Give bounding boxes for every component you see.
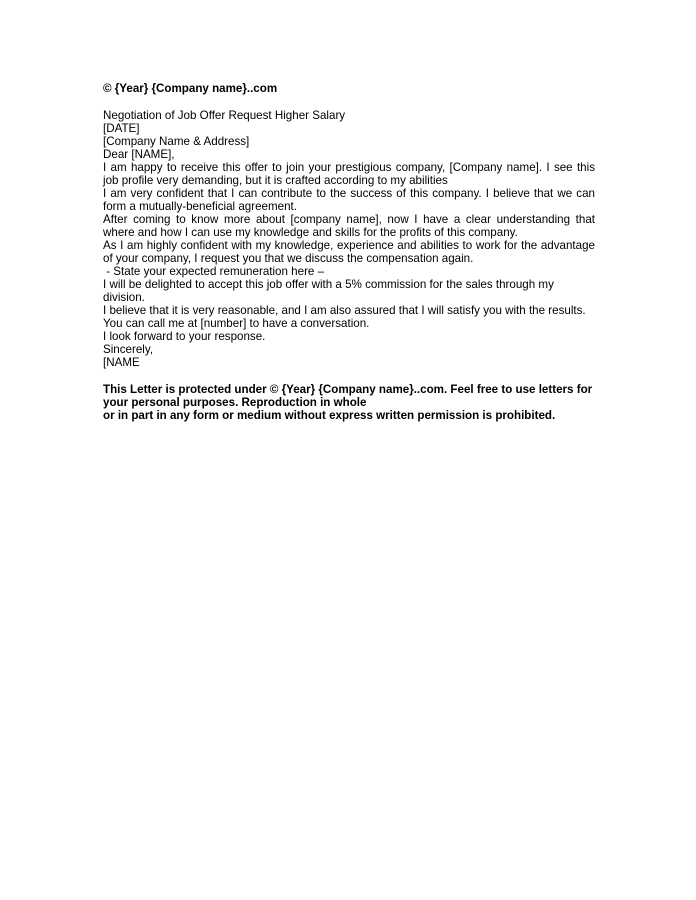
date-line: [DATE] (103, 122, 140, 135)
closing: Sincerely, (103, 343, 154, 356)
letter-title: Negotiation of Job Offer Request Higher Salary (103, 109, 346, 122)
paragraph-commission: I will be delighted to accept this job offer with a 5% commission for the sales through my division. (103, 278, 554, 304)
company-address-line: [Company Name & Address] (103, 135, 250, 148)
letter-page (103, 82, 595, 422)
paragraph-reasonable: I believe that it is very reasonable, and I am also assured that I will satisfy you with the results. (103, 304, 586, 317)
copyright-footer (103, 383, 593, 422)
footer-line-1: This Letter is protected under © {Year} {Company name}..com. Feel free to use letters for your personal purposes. Reproduction in whole (103, 383, 593, 409)
paragraph-confidence: I am very confident that I can contribute to the success of this company. I believe that we can form a mutually-beneficial agreement. (103, 187, 595, 213)
letter-body (103, 109, 595, 369)
footer-line-2: or in part in any form or medium without express written permission is prohibited. (103, 409, 556, 422)
signature-name: [NAME (103, 356, 140, 369)
paragraph-compensation: As I am highly confident with my knowledge, experience and abilities to work for the advantage of your company, I request you that we discuss the compensation again. (103, 239, 595, 265)
paragraph-offer: I am happy to receive this offer to join your prestigious company, [Company name]. I see this job profile very demanding, but it is crafted according to my abilities (103, 161, 595, 187)
copyright-header: © {Year} {Company name}..com (103, 82, 278, 95)
paragraph-understanding: After coming to know more about [company name], now I have a clear understanding that where and how I can use my knowledge and skills for the profits of this company. (103, 213, 595, 239)
paragraph-call: You can call me at [number] to have a conversation. (103, 317, 370, 330)
paragraph-look-forward: I look forward to your response. (103, 330, 266, 343)
salutation: Dear [NAME], (103, 148, 175, 161)
remuneration-line: - State your expected remuneration here – (103, 265, 325, 278)
